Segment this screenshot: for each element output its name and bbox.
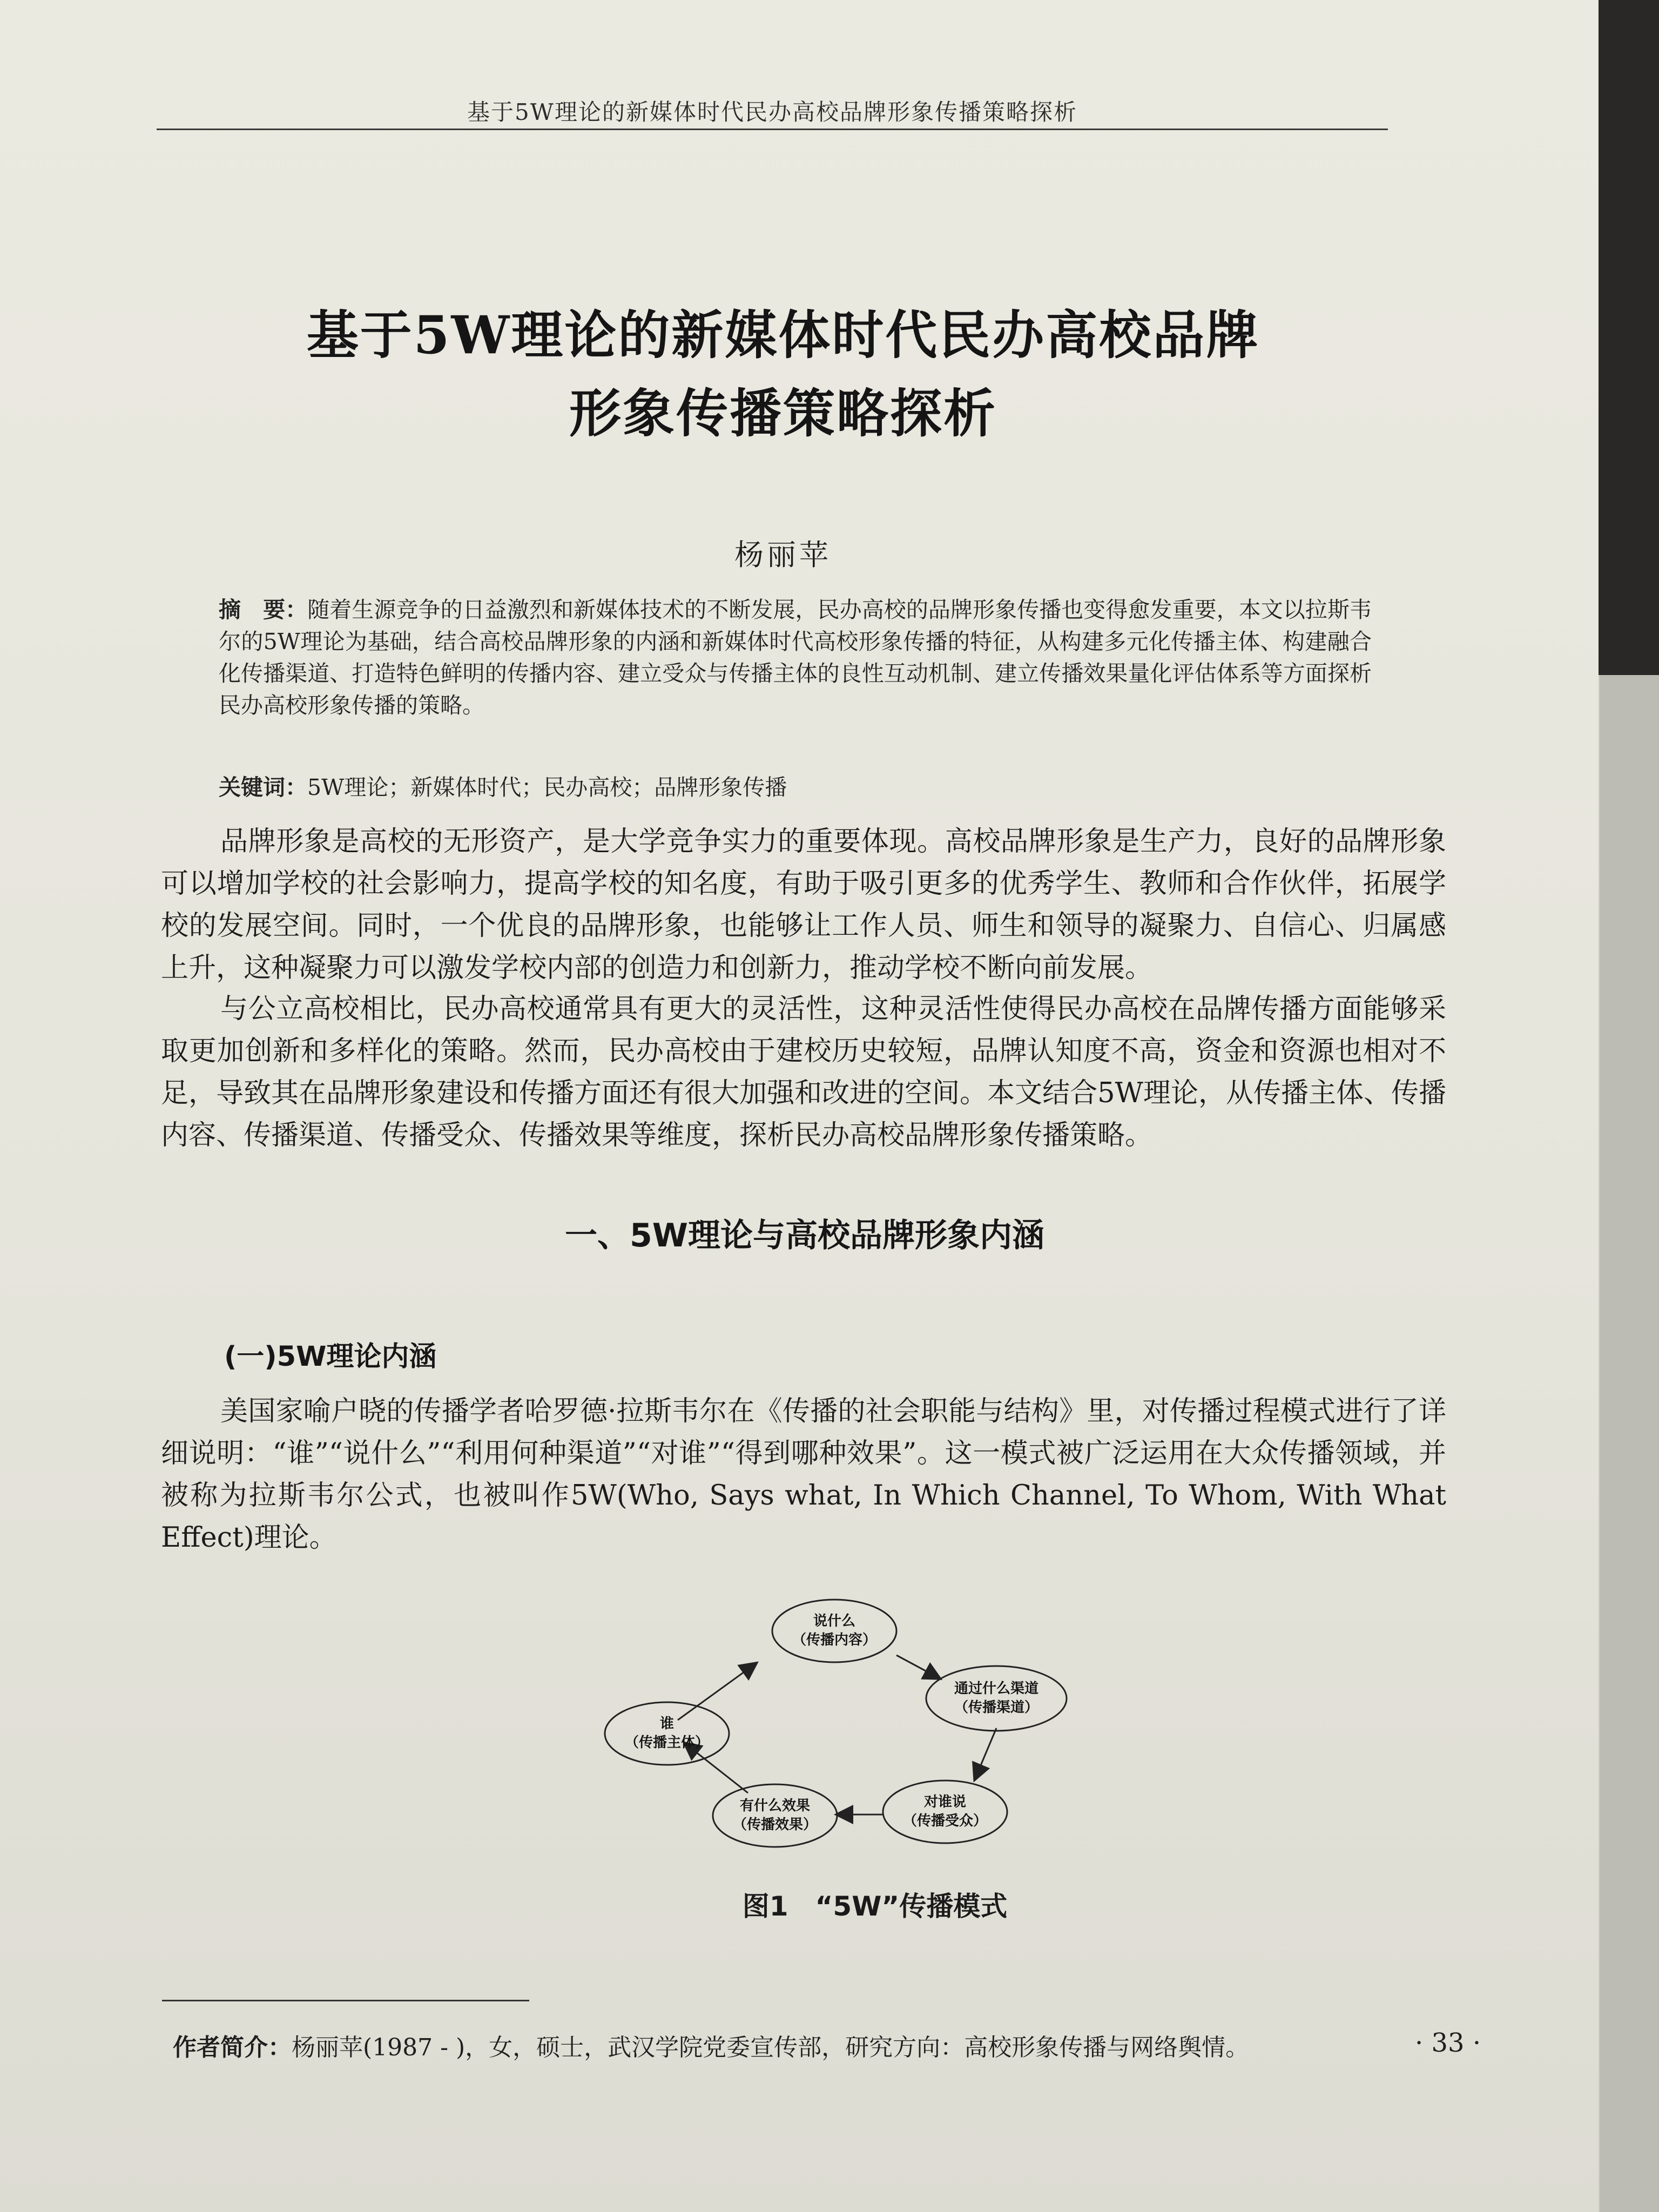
- author-note-label: 作者简介：: [173, 2034, 292, 2061]
- body-paragraph-3: 美国家喻户晓的传播学者哈罗德·拉斯韦尔在《传播的社会职能与结构》里，对传播过程模式进行了详细说明：“谁”“说什么”“利用何种渠道”“对谁”“得到哪种效果”。这一模式被广泛运用在大众传播领域，并被称为拉斯韦尔公式，也被叫作5W(Who, Says what, In Which Channel, To Whom, With What Effect)理论。: [161, 1395, 1446, 1554]
- abstract: [219, 594, 1372, 721]
- arrow-what-to-channel: [896, 1655, 940, 1678]
- node-channel: [926, 1666, 1067, 1731]
- node-to-whom-label: 对谁说: [923, 1794, 967, 1810]
- keywords: [219, 770, 1372, 801]
- node-says-what: [772, 1600, 896, 1662]
- body-paragraph-1: 品牌形象是高校的无形资产，是大学竞争实力的重要体现。高校品牌形象是生产力，良好的品牌形象可以增加学校的社会影响力，提高学校的知名度，有助于吸引更多的优秀学生、教师和合作伙伴，拓展学校的发展空间。同时，一个优良的品牌形象，也能够让工作人员、师生和领导的凝聚力、自信心、归属感上升，这种凝聚力可以激发学校内部的创造力和创新力，推动学校不断向前发展。: [161, 826, 1446, 984]
- abstract-label: 摘 要：: [219, 597, 308, 623]
- arrow-channel-to-whom: [975, 1728, 996, 1779]
- running-head: 基于5W理论的新媒体时代民办高校品牌形象传播策略探析: [467, 99, 1077, 125]
- figure-caption: 图1 “5W”传播模式: [742, 1891, 1008, 1922]
- node-channel-sublabel: （传播渠道）: [954, 1700, 1039, 1716]
- body-paragraph-2: 与公立高校相比，民办高校通常具有更大的灵活性，这种灵活性使得民办高校在品牌传播方面能够采取更加创新和多样化的策略。然而，民办高校由于建校历史较短，品牌认知度不高，资金和资源也相对不足，导致其在品牌形象建设和传播方面还有很大加强和改进的空间。本文结合5W理论，从传播主体、传播内容、传播渠道、传播受众、传播效果等维度，探析民办高校品牌形象传播策略。: [161, 993, 1446, 1151]
- abstract-text: 随着生源竞争的日益激烈和新媒体技术的不断发展，民办高校的品牌形象传播也变得愈发重要，本文以拉斯韦尔的5W理论为基础，结合高校品牌形象的内涵和新媒体时代高校形象传播的特征，从构建多元化传播主体、构建融合化传播渠道、打造特色鲜明的传播内容、建立受众与传播主体的良性互动机制、建立传播效果量化评估体系等方面探析民办高校形象传播的策略。: [219, 597, 1372, 718]
- section-heading: 一、5W理论与高校品牌形象内涵: [565, 1217, 1044, 1255]
- node-effect-label: 有什么效果: [739, 1798, 811, 1814]
- arrow-who-to-what: [678, 1663, 756, 1720]
- node-who-label: 谁: [659, 1716, 675, 1732]
- author-note: [173, 2028, 1249, 2062]
- background-surface: [1600, 675, 1659, 2212]
- node-to-whom-sublabel: （传播受众）: [902, 1813, 988, 1829]
- node-to-whom: [883, 1781, 1007, 1843]
- keywords-text: 5W理论；新媒体时代；民办高校；品牌形象传播: [307, 774, 787, 800]
- author-name: 杨丽苹: [734, 538, 832, 572]
- node-effect: [713, 1784, 837, 1847]
- page-number: · 33 ·: [1415, 2028, 1481, 2058]
- node-who: [605, 1702, 729, 1765]
- 5w-model-diagram: [594, 1593, 1080, 1874]
- header-rule: [157, 129, 1388, 130]
- node-channel-label: 通过什么渠道: [954, 1681, 1039, 1697]
- footnote-rule: [162, 2000, 529, 2001]
- author-note-text: 杨丽苹(1987 - )，女，硕士，武汉学院党委宣传部，研究方向：高校形象传播与网络舆情。: [292, 2034, 1250, 2061]
- node-effect-sublabel: （传播效果）: [732, 1817, 818, 1833]
- node-who-sublabel: （传播主体）: [624, 1735, 710, 1751]
- article-title-line-2: 形象传播策略探析: [569, 383, 997, 444]
- article-title-line-1: 基于5W理论的新媒体时代民办高校品牌: [306, 305, 1260, 366]
- node-says-what-label: 说什么: [813, 1613, 856, 1629]
- subsection-heading: (一)5W理论内涵: [224, 1341, 437, 1373]
- node-says-what-sublabel: （传播内容）: [792, 1632, 877, 1648]
- keywords-label: 关键词：: [219, 774, 307, 800]
